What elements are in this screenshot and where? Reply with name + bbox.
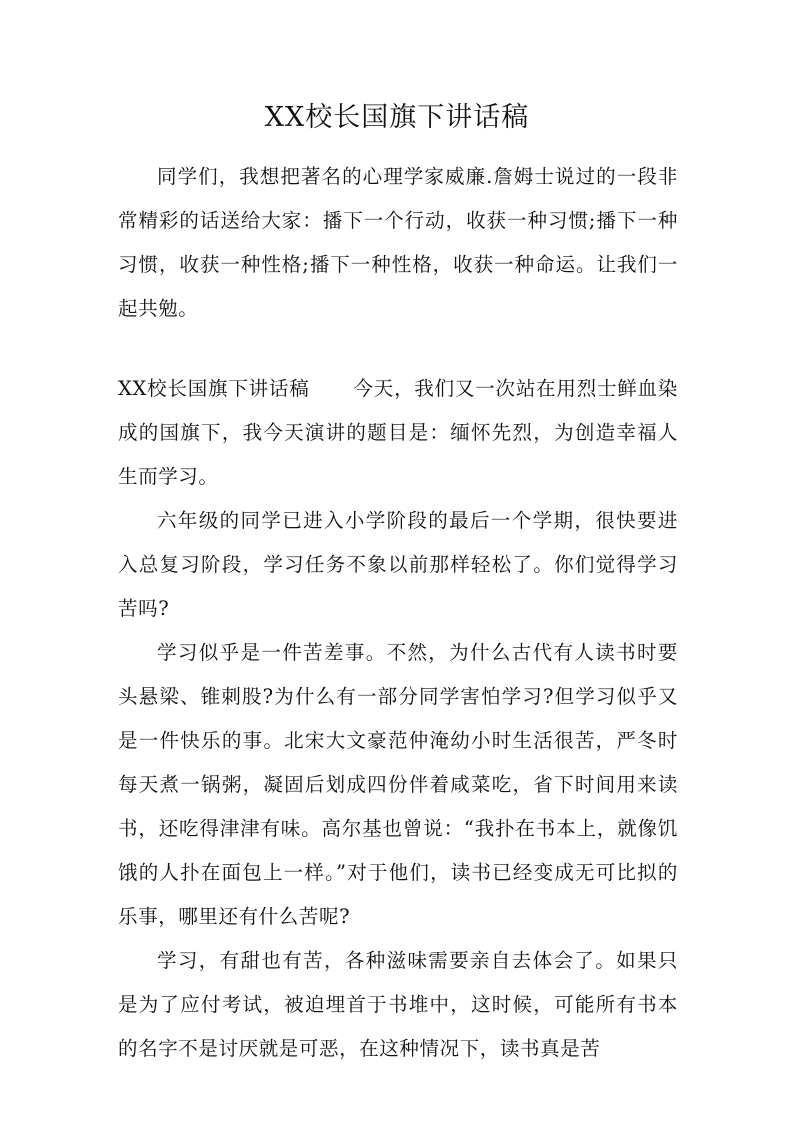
section-intro-text: 今天，我们又一次站在用烈士鲜血染成的国旗下，我今天演讲的题目是：缅怀先烈，为创造幸福人生而学习。 (118, 377, 678, 488)
paragraph-section-intro (118, 367, 678, 499)
paragraph-study-taste: 学习，有甜也有苦，各种滋味需要亲自去体会了。如果只是为了应付考试，被迫埋首于书堆中，这时候，可能所有书本的名字不是讨厌就是可恶，在这种情况下，读书真是苦 (118, 949, 678, 1060)
paragraph-gap (118, 331, 678, 367)
paragraph-grade-six: 六年级的同学已进入小学阶段的最后一个学期，很快要进入总复习阶段，学习任务不象以前那样轻松了。你们觉得学习苦吗? (118, 509, 678, 620)
paragraph-quote: 同学们，我想把著名的心理学家威廉.詹姆士说过的一段非常精彩的话送给大家：播下一个行动，收获一种习惯;播下一种习惯，收获一种性格;播下一种性格，收获一种命运。让我们一起共勉。 (118, 165, 678, 320)
document-title: XX校长国旗下讲话稿 (264, 102, 530, 133)
document-body (118, 155, 678, 1071)
section-title: XX校长国旗下讲话稿 (118, 377, 310, 400)
paragraph-study-hardship: 学习似乎是一件苦差事。不然，为什么古代有人读书时要头悬梁、锥刺股?为什么有一部分同学害怕学习?但学习似乎又是一件快乐的事。北宋大文豪范仲淹幼小时生活很苦，严冬时每天煮一锅粥，凝固后划成四份伴着咸菜吃，省下时间用来读书，还吃得津津有味。高尔基也曾说：“我扑在书本上，就像饥饿的人扑在面包上一样。”对于他们，读书已经变成无可比拟的乐事，哪里还有什么苦呢? (118, 641, 678, 928)
